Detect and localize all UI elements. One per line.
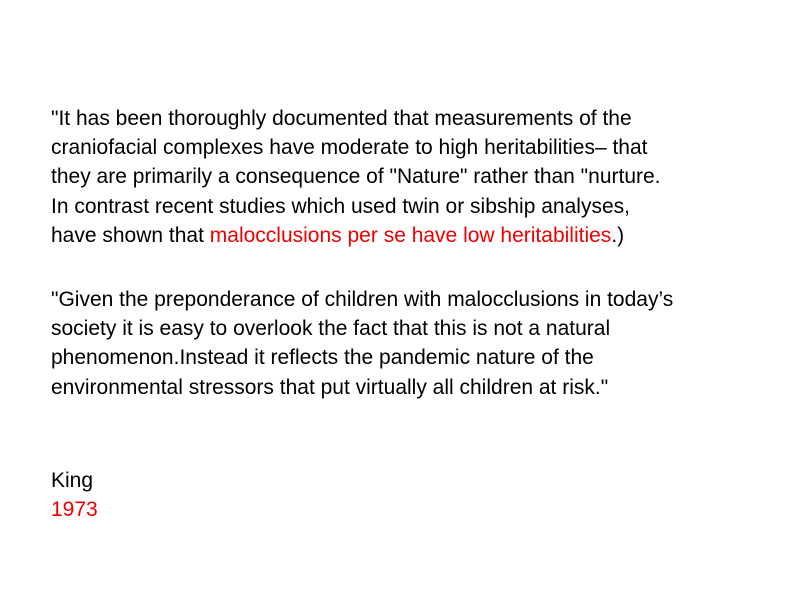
quote1-line-5: [51, 221, 791, 250]
highlighted-phrase: malocclusions per se have low heritabilities: [209, 223, 612, 247]
quote1-line-5-suffix: .): [611, 223, 625, 247]
attribution: [51, 466, 98, 524]
quote1-line-4: In contrast recent studies which used twin or sibship analyses,: [51, 194, 630, 218]
quote2-line-4: environmental stressors that put virtually all children at risk.": [51, 375, 609, 399]
quote1-line-2: craniofacial complexes have moderate to high heritabilities– that: [51, 136, 648, 160]
quote2-line-2: society it is easy to overlook the fact that this is not a natural: [51, 317, 611, 341]
author-name: King: [51, 469, 94, 492]
quote2-line-1: "Given the preponderance of children with malocclusions in today’s: [51, 288, 674, 311]
quote1-line-5-prefix: have shown that: [51, 223, 210, 247]
publication-year: 1973: [51, 498, 98, 522]
quote-heritability: [51, 104, 791, 250]
quote1-line-1: "It has been thoroughly documented that measurements of the: [51, 107, 632, 130]
quote2-line-3: phenomenon.Instead it reflects the pandemic nature of the: [51, 346, 594, 370]
quote1-line-3: they are primarily a consequence of "Nature" rather than "nurture.: [51, 165, 661, 189]
quote-malocclusion-prevalence: [51, 285, 791, 402]
